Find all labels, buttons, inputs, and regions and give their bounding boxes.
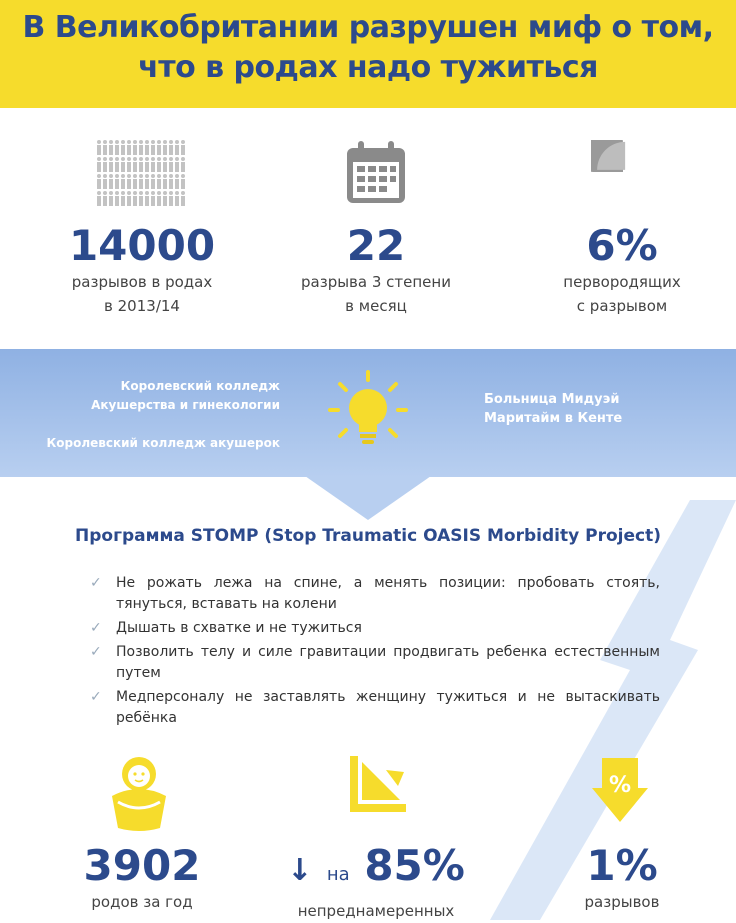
person-body — [175, 196, 179, 206]
person-icon — [109, 191, 113, 195]
person-icon — [139, 157, 143, 161]
person-icon — [181, 157, 185, 161]
person-icon — [157, 140, 161, 144]
institution-rcog-line2: Акушерства и гинекологии — [91, 398, 280, 412]
stat-reduction-value: 85% — [364, 841, 465, 890]
person-icon — [139, 191, 143, 195]
institution-medway-line1: Больница Мидуэй — [484, 392, 620, 407]
person-icon — [115, 174, 119, 178]
stat-tears — [32, 222, 252, 318]
person-body — [121, 179, 125, 189]
check-icon: ✓ — [90, 689, 102, 705]
program-title: Программа STOMP (Stop Traumatic OASIS Morbidity Project) — [75, 526, 661, 546]
person-icon — [133, 157, 137, 161]
stat-tear-rate-value: 1% — [586, 841, 658, 890]
page-title-line1: В Великобритании разрушен миф о том, — [22, 10, 714, 45]
person-icon — [121, 174, 125, 178]
person-body — [97, 162, 101, 172]
person-body — [139, 196, 143, 206]
institution-rcog-line1: Королевский колледж — [120, 379, 280, 393]
person-body — [115, 145, 119, 155]
person-icon — [169, 174, 173, 178]
person-icon — [127, 140, 131, 144]
person-body — [175, 179, 179, 189]
stat-primiparous-value: 6% — [586, 221, 658, 270]
person-icon — [157, 191, 161, 195]
person-icon — [115, 140, 119, 144]
person-body — [109, 196, 113, 206]
person-body — [157, 196, 161, 206]
person-body — [115, 196, 119, 206]
person-body — [103, 145, 107, 155]
person-body — [145, 196, 149, 206]
person-icon — [121, 140, 125, 144]
person-body — [163, 179, 167, 189]
svg-text:%: % — [608, 773, 632, 798]
page-title-line2: что в родах надо тужиться — [138, 50, 598, 85]
person-body — [181, 145, 185, 155]
check-icon: ✓ — [90, 644, 102, 660]
person-icon — [109, 174, 113, 178]
person-body — [139, 179, 143, 189]
stat-third-degree-caption2: в месяц — [345, 297, 407, 315]
person-icon — [181, 140, 185, 144]
person-body — [139, 162, 143, 172]
person-body — [127, 145, 131, 155]
person-body — [163, 145, 167, 155]
person-body — [133, 179, 137, 189]
stat-third-degree-caption1: разрыва 3 степени — [301, 273, 451, 291]
person-body — [169, 162, 173, 172]
person-icon — [133, 174, 137, 178]
stat-reduction-prefix: на — [326, 864, 350, 885]
person-body — [121, 145, 125, 155]
person-body — [139, 145, 143, 155]
person-icon — [145, 140, 149, 144]
list-item — [90, 642, 660, 684]
person-icon — [103, 157, 107, 161]
person-body — [181, 179, 185, 189]
stat-reduction-caption: непреднамеренных — [297, 902, 455, 920]
person-icon — [163, 191, 167, 195]
people-crowd-icon — [96, 138, 188, 208]
person-icon — [175, 140, 179, 144]
program-list — [90, 573, 660, 732]
person-icon — [145, 157, 149, 161]
person-icon — [175, 174, 179, 178]
person-body — [109, 145, 113, 155]
list-item-text: Позволить телу и силе гравитации продвигать ребенка естественным путем — [116, 644, 660, 681]
person-icon — [127, 174, 131, 178]
person-icon — [127, 191, 131, 195]
arrow-down-icon: ↓ — [287, 853, 313, 888]
check-icon: ✓ — [90, 575, 102, 591]
person-body — [127, 196, 131, 206]
person-icon — [145, 174, 149, 178]
person-icon — [151, 191, 155, 195]
person-body — [175, 162, 179, 172]
pie-chart-icon — [591, 140, 655, 204]
institution-rcog — [60, 377, 280, 415]
person-icon — [163, 174, 167, 178]
list-item — [90, 687, 660, 729]
list-item-text: Медперсоналу не заставлять женщину тужиться и не вытаскивать ребёнка — [116, 689, 660, 726]
person-icon — [103, 174, 107, 178]
person-body — [145, 145, 149, 155]
person-icon — [181, 174, 185, 178]
person-icon — [139, 174, 143, 178]
person-body — [109, 162, 113, 172]
stat-tears-caption2: в 2013/14 — [104, 297, 180, 315]
person-body — [175, 145, 179, 155]
person-icon — [151, 140, 155, 144]
person-body — [121, 196, 125, 206]
person-body — [109, 179, 113, 189]
person-body — [127, 179, 131, 189]
person-icon — [127, 157, 131, 161]
person-icon — [145, 191, 149, 195]
person-body — [103, 179, 107, 189]
institution-medway — [484, 390, 684, 428]
person-body — [181, 162, 185, 172]
person-icon — [133, 140, 137, 144]
stat-primiparous-caption2: с разрывом — [576, 297, 668, 315]
person-body — [169, 179, 173, 189]
swaddled-baby-icon — [106, 752, 172, 832]
list-item-text: Не рожать лежа на спине, а менять позиции: пробовать стоять, тянуться, вставать на колени — [116, 575, 660, 612]
person-body — [145, 162, 149, 172]
person-body — [121, 162, 125, 172]
person-body — [157, 162, 161, 172]
person-body — [145, 179, 149, 189]
person-body — [133, 196, 137, 206]
person-body — [151, 179, 155, 189]
check-icon: ✓ — [90, 620, 102, 636]
lightbulb-icon — [326, 368, 410, 452]
percent-down-icon — [592, 758, 648, 822]
person-body — [157, 179, 161, 189]
person-icon — [163, 157, 167, 161]
stat-primiparous-caption1: первородящих — [563, 273, 681, 291]
person-body — [151, 196, 155, 206]
person-body — [151, 145, 155, 155]
calendar-icon — [344, 138, 408, 206]
person-body — [97, 145, 101, 155]
person-body — [103, 162, 107, 172]
stat-births — [32, 842, 252, 914]
person-icon — [103, 191, 107, 195]
person-body — [127, 162, 131, 172]
person-icon — [157, 157, 161, 161]
person-icon — [169, 191, 173, 195]
person-icon — [97, 174, 101, 178]
person-body — [97, 179, 101, 189]
stat-tears-value: 14000 — [68, 221, 216, 270]
person-icon — [169, 157, 173, 161]
person-body — [157, 145, 161, 155]
person-icon — [103, 140, 107, 144]
person-icon — [97, 140, 101, 144]
stat-primiparous — [512, 222, 732, 318]
person-icon — [169, 140, 173, 144]
person-icon — [151, 157, 155, 161]
person-body — [163, 196, 167, 206]
stat-third-degree — [266, 222, 486, 318]
person-icon — [151, 174, 155, 178]
institution-medway-line2: Маритайм в Кенте — [484, 411, 623, 426]
person-body — [133, 162, 137, 172]
person-icon — [97, 191, 101, 195]
stat-third-degree-value: 22 — [346, 221, 406, 270]
stat-tear-rate — [512, 842, 732, 914]
person-body — [169, 196, 173, 206]
stat-births-value: 3902 — [83, 841, 201, 890]
stat-tears-caption1: разрывов в родах — [71, 273, 213, 291]
person-icon — [121, 157, 125, 161]
person-icon — [97, 157, 101, 161]
person-body — [163, 162, 167, 172]
person-body — [181, 196, 185, 206]
person-icon — [115, 191, 119, 195]
list-item — [90, 618, 660, 639]
institution-rcm: Королевский колледж акушерок — [46, 436, 280, 450]
list-item-text: Дышать в схватке и не тужиться — [116, 620, 362, 636]
list-item — [90, 573, 660, 615]
person-icon — [139, 140, 143, 144]
person-icon — [109, 140, 113, 144]
person-icon — [133, 191, 137, 195]
stat-reduction-value-row — [266, 842, 486, 899]
person-body — [115, 162, 119, 172]
person-body — [133, 145, 137, 155]
person-body — [169, 145, 173, 155]
person-icon — [109, 157, 113, 161]
author-signature: Надежда Чумалина — [458, 702, 561, 797]
down-arrow-shape — [305, 476, 431, 520]
person-icon — [175, 191, 179, 195]
stat-reduction — [266, 842, 486, 923]
person-icon — [163, 140, 167, 144]
person-body — [103, 196, 107, 206]
person-icon — [181, 191, 185, 195]
person-icon — [175, 157, 179, 161]
person-body — [97, 196, 101, 206]
person-icon — [121, 191, 125, 195]
person-icon — [115, 157, 119, 161]
stat-births-caption: родов за год — [91, 893, 193, 911]
decrease-chart-icon — [346, 752, 410, 816]
person-icon — [157, 174, 161, 178]
stat-tear-rate-caption: разрывов — [584, 893, 660, 911]
person-body — [151, 162, 155, 172]
person-body — [115, 179, 119, 189]
